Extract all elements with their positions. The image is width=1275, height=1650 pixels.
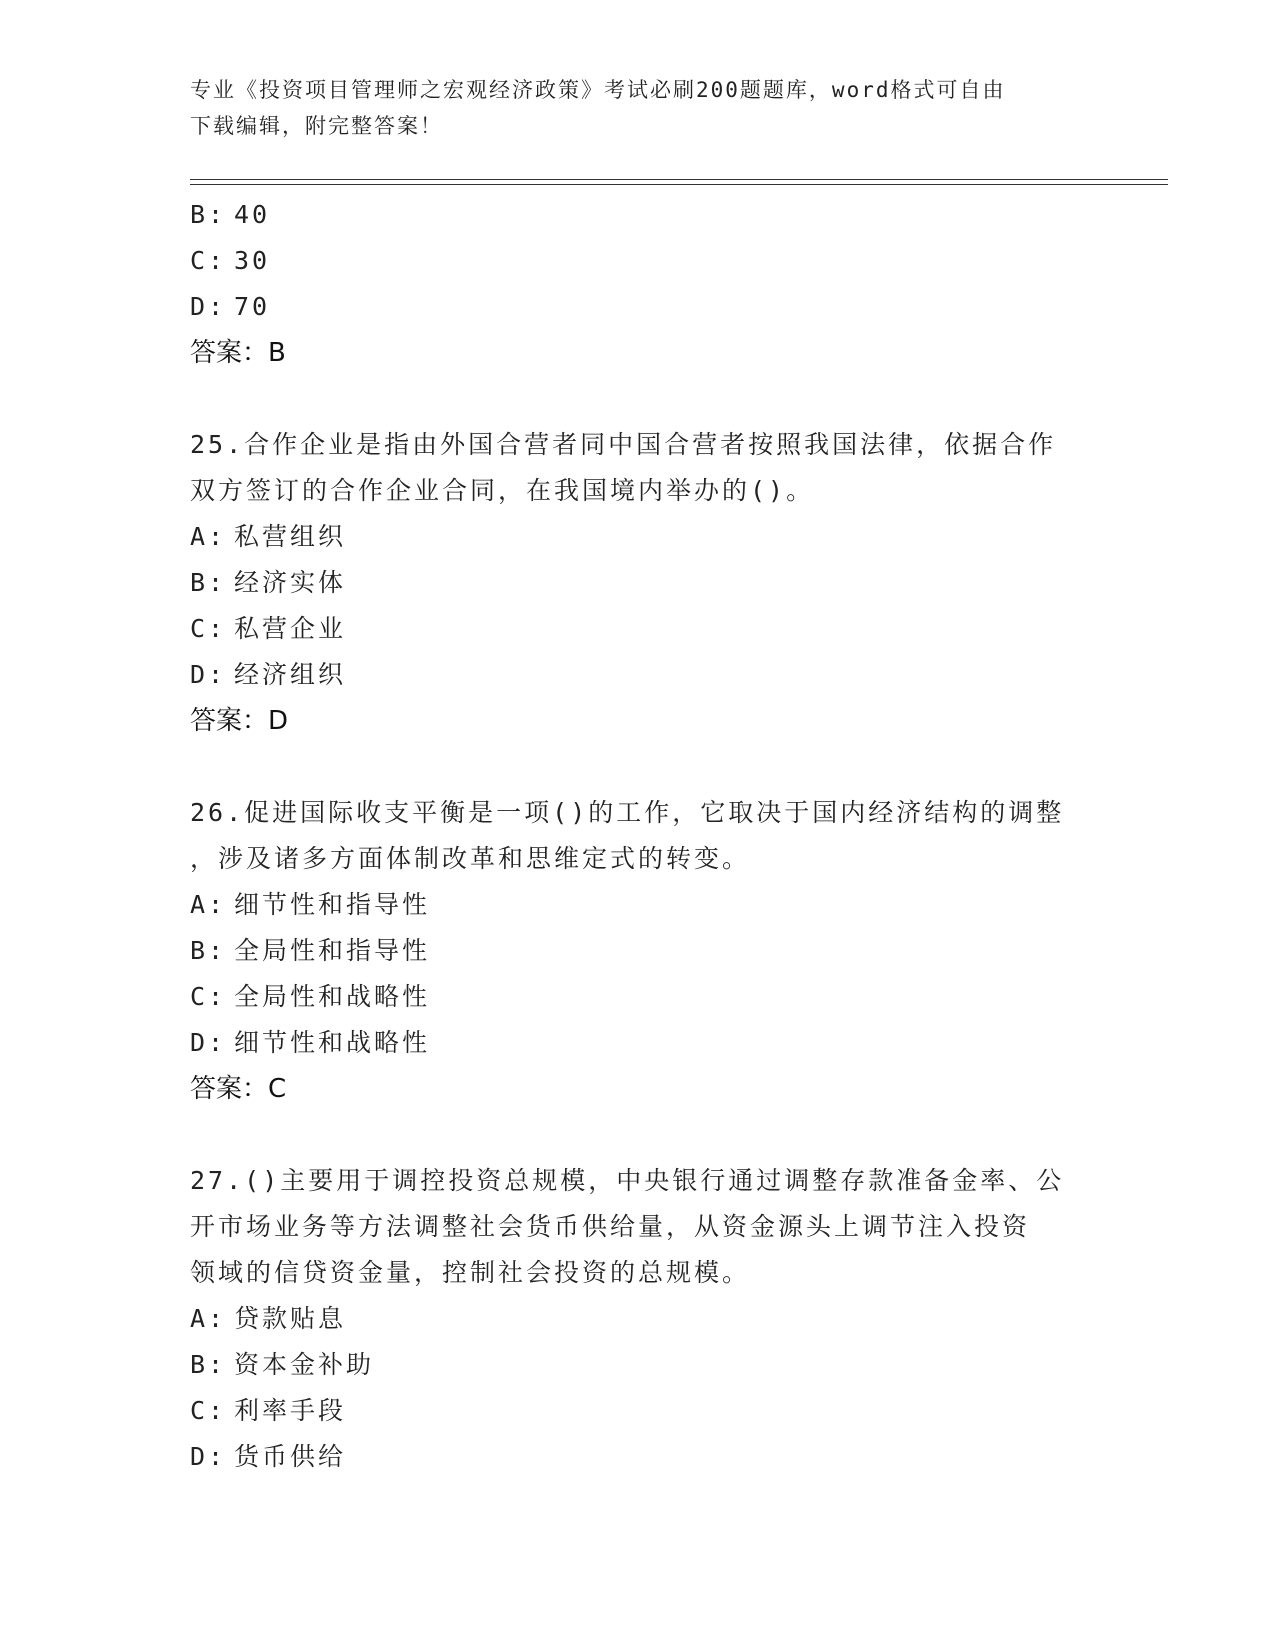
option-text: 40 xyxy=(234,200,271,229)
option-letter: A: xyxy=(190,1304,227,1333)
option-text: 资本金补助 xyxy=(234,1350,375,1379)
option-a xyxy=(190,514,1090,560)
option-letter: D: xyxy=(190,292,227,321)
option-letter: D: xyxy=(190,1442,227,1471)
header-line-2: 下载编辑，附完整答案！ xyxy=(190,114,443,138)
question-26 xyxy=(190,790,1090,1112)
option-c xyxy=(190,606,1090,652)
option-d xyxy=(190,284,1090,330)
option-letter: C: xyxy=(190,246,227,275)
question-stem-line: 开市场业务等方法调整社会货币供给量，从资金源头上调节注入投资 xyxy=(190,1212,1031,1241)
option-letter: C: xyxy=(190,614,227,643)
question-27 xyxy=(190,1158,1090,1480)
option-c xyxy=(190,238,1090,284)
option-letter: D: xyxy=(190,1028,227,1057)
option-letter: B: xyxy=(190,200,227,229)
option-text: 30 xyxy=(234,246,271,275)
option-text: 私营企业 xyxy=(234,614,347,643)
option-text: 全局性和战略性 xyxy=(234,982,431,1011)
answer-line: 答案：B xyxy=(190,338,286,368)
option-text: 经济组织 xyxy=(234,660,347,689)
question-stem-line: 双方签订的合作企业合同，在我国境内举办的()。 xyxy=(190,476,815,505)
question-stem-line: 27.()主要用于调控投资总规模，中央银行通过调整存款准备金率、公 xyxy=(190,1166,1065,1195)
header-line-1: 专业《投资项目管理师之宏观经济政策》考试必刷200题题库，word格式可自由 xyxy=(190,78,1006,102)
document-header xyxy=(190,72,1090,144)
option-text: 细节性和指导性 xyxy=(234,890,431,919)
question-stem-line: 领域的信贷资金量，控制社会投资的总规模。 xyxy=(190,1258,751,1287)
question-content xyxy=(190,192,1090,1480)
option-letter: B: xyxy=(190,1350,227,1379)
option-text: 经济实体 xyxy=(234,568,347,597)
option-letter: D: xyxy=(190,660,227,689)
question-stem-line: 26.促进国际收支平衡是一项()的工作，它取决于国内经济结构的调整 xyxy=(190,798,1065,827)
option-b xyxy=(190,192,1090,238)
option-d xyxy=(190,1020,1090,1066)
question-stem-line: 25.合作企业是指由外国合营者同中国合营者按照我国法律，依据合作 xyxy=(190,430,1057,459)
question-25 xyxy=(190,422,1090,744)
question-stem-line: ，涉及诸多方面体制改革和思维定式的转变。 xyxy=(190,844,751,873)
option-text: 货币供给 xyxy=(234,1442,347,1471)
option-a xyxy=(190,882,1090,928)
answer-line: 答案：C xyxy=(190,1074,287,1104)
option-letter: C: xyxy=(190,1396,227,1425)
option-text: 全局性和指导性 xyxy=(234,936,431,965)
spacer xyxy=(190,744,1090,790)
option-c xyxy=(190,1388,1090,1434)
option-letter: A: xyxy=(190,890,227,919)
option-b xyxy=(190,928,1090,974)
option-letter: B: xyxy=(190,936,227,965)
option-letter: A: xyxy=(190,522,227,551)
option-c xyxy=(190,974,1090,1020)
answer-line: 答案：D xyxy=(190,706,289,736)
option-letter: C: xyxy=(190,982,227,1011)
option-text: 贷款贴息 xyxy=(234,1304,347,1333)
option-b xyxy=(190,560,1090,606)
option-a xyxy=(190,1296,1090,1342)
option-text: 细节性和战略性 xyxy=(234,1028,431,1057)
option-d xyxy=(190,1434,1090,1480)
option-text: 利率手段 xyxy=(234,1396,347,1425)
previous-question xyxy=(190,192,1090,376)
option-text: 私营组织 xyxy=(234,522,347,551)
option-text: 70 xyxy=(234,292,271,321)
header-divider-bottom xyxy=(190,184,1168,185)
spacer xyxy=(190,1112,1090,1158)
option-letter: B: xyxy=(190,568,227,597)
option-b xyxy=(190,1342,1090,1388)
option-d xyxy=(190,652,1090,698)
header-divider-top xyxy=(190,179,1168,180)
spacer xyxy=(190,376,1090,422)
